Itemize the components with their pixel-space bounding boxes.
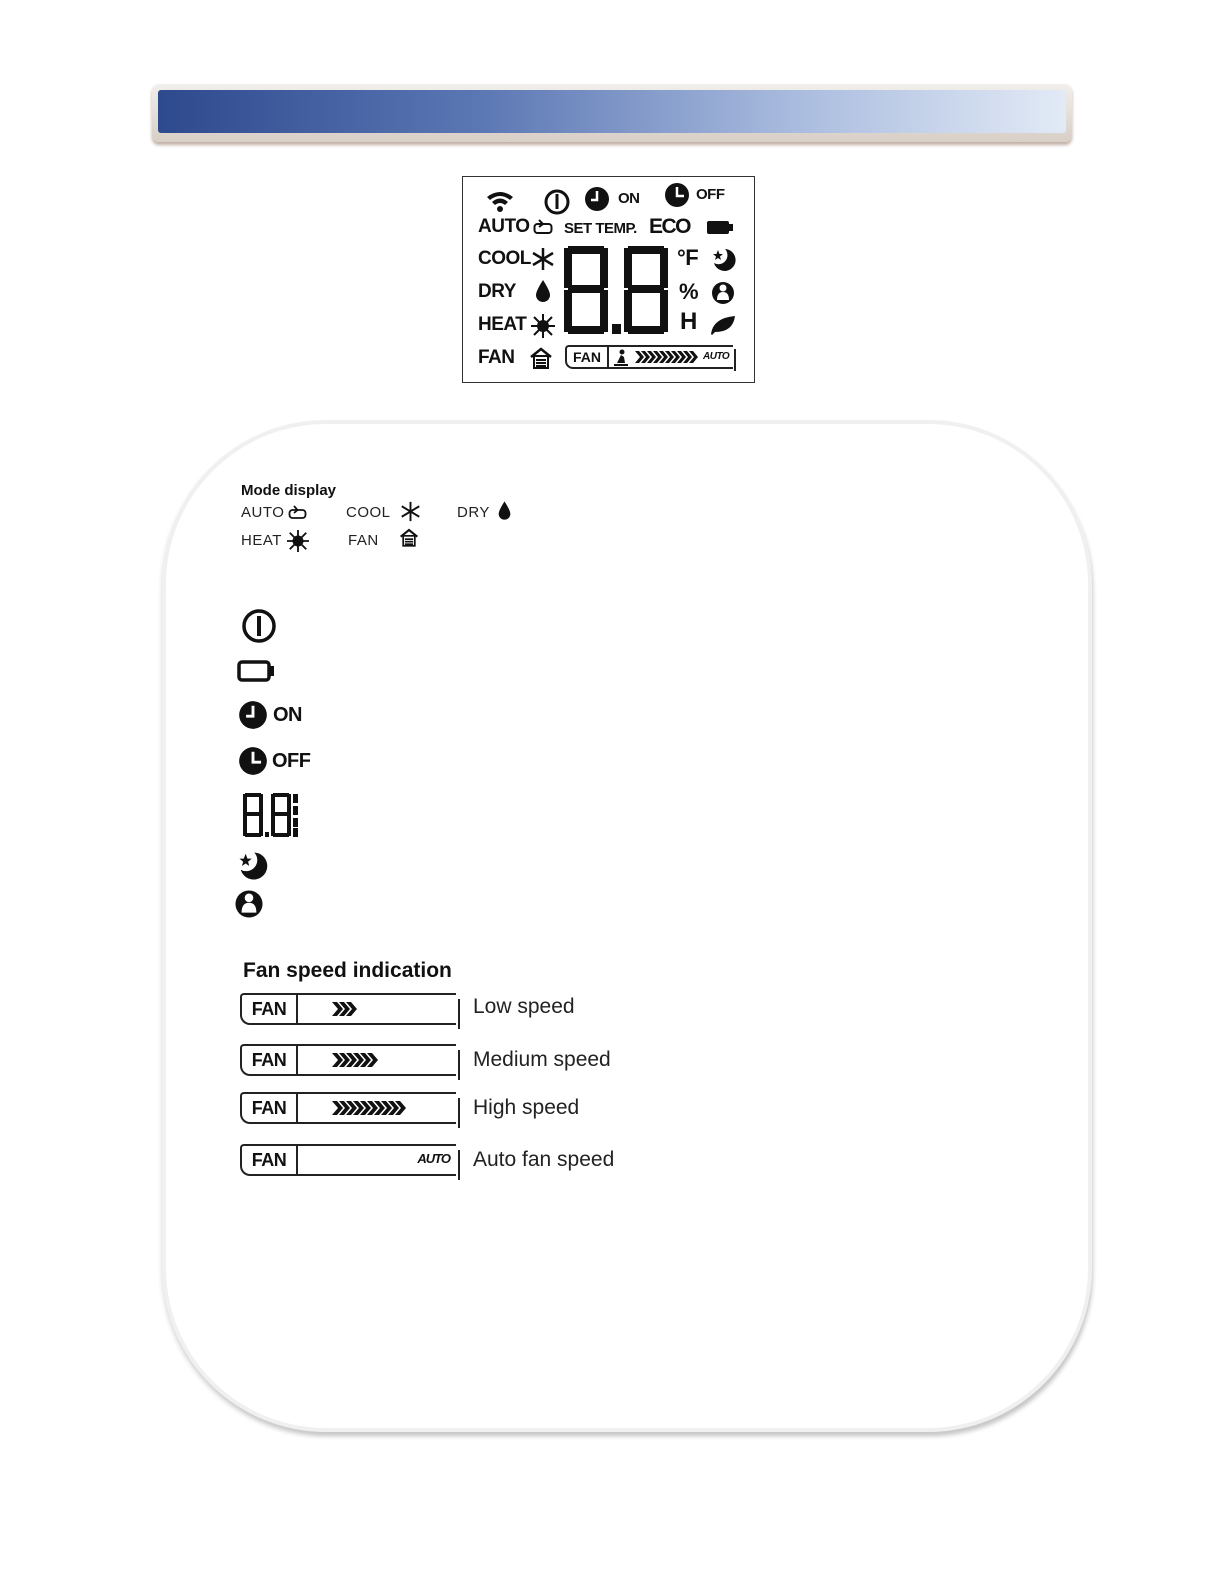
fan-low-label: Low speed <box>473 995 575 1018</box>
fan-bar-track <box>298 995 456 1025</box>
fan-bar-endcap <box>458 1150 460 1180</box>
snowflake-icon <box>400 501 421 522</box>
power-icon <box>241 608 277 644</box>
legend-card <box>166 424 1088 1428</box>
fan-bar-auto-tag: AUTO <box>417 1151 450 1166</box>
snowflake-icon <box>531 247 555 271</box>
power-icon <box>543 188 571 216</box>
fan-bar-medium <box>240 1044 456 1076</box>
lcd-fan-chevrons <box>635 350 699 364</box>
lcd-auto-label: AUTO <box>478 216 530 237</box>
lcd-fan-bar-label: FAN <box>567 347 609 367</box>
timer-on-icon <box>584 186 610 212</box>
timer-off-icon <box>238 746 268 776</box>
fan-bar-low <box>240 993 456 1025</box>
fan-auto-label: Auto fan speed <box>473 1148 615 1171</box>
lcd-unit-h: H <box>680 308 697 335</box>
sun-icon <box>287 530 309 552</box>
lcd-cool-label: COOL <box>478 248 531 269</box>
lcd-dry-label: DRY <box>478 281 516 302</box>
mode-heat-label: HEAT <box>241 532 282 549</box>
leaf-icon <box>709 314 737 336</box>
fan-speed-chevrons-low <box>332 1001 360 1017</box>
fan-bar-label: FAN <box>242 1094 298 1122</box>
lcd-unit-percent: % <box>679 279 699 304</box>
sleep-icon <box>237 850 269 882</box>
fan-high-label: High speed <box>473 1096 580 1119</box>
battery-icon <box>706 220 734 236</box>
wifi-icon <box>485 189 515 213</box>
timer-off-label: OFF <box>272 750 311 772</box>
sun-icon <box>531 314 555 338</box>
timer-on-icon <box>238 700 268 730</box>
mode-cool-label: COOL <box>346 504 391 521</box>
lcd-heat-label: HEAT <box>478 314 527 335</box>
mode-display-title: Mode display <box>241 482 337 499</box>
lcd-fan-bar-endcap <box>734 349 736 371</box>
mode-fan-label: FAN <box>348 532 379 549</box>
fan-bar-high <box>240 1092 456 1124</box>
lcd-display-panel <box>462 176 755 383</box>
lcd-set-temp-label: SET TEMP. <box>564 220 637 237</box>
fan-medium-label: Medium speed <box>473 1048 611 1071</box>
fan-bar-endcap <box>458 1098 460 1128</box>
lcd-fan-bar <box>565 345 733 369</box>
header-banner <box>152 84 1072 142</box>
lcd-unit-f: °F <box>677 245 699 270</box>
fan-person-icon <box>613 349 629 367</box>
fan-mode-icon <box>399 528 419 547</box>
droplet-icon <box>497 500 512 521</box>
fan-bar-label: FAN <box>242 995 298 1023</box>
mode-dry-label: DRY <box>457 504 490 521</box>
header-banner-fill <box>158 90 1066 133</box>
fan-bar-endcap <box>458 999 460 1029</box>
mode-auto-label: AUTO <box>241 504 285 521</box>
fan-bar-endcap <box>458 1050 460 1080</box>
fan-bar-auto <box>240 1144 456 1176</box>
temperature-display-icon <box>243 792 299 838</box>
fan-bar-label: FAN <box>242 1046 298 1074</box>
fan-speed-title: Fan speed indication <box>243 959 452 982</box>
fan-speed-chevrons-high <box>332 1100 412 1116</box>
fan-mode-icon <box>529 347 553 369</box>
battery-icon <box>237 659 275 683</box>
lcd-fan-label: FAN <box>478 347 515 368</box>
auto-cycle-icon <box>288 505 308 520</box>
follow-me-icon <box>711 280 735 306</box>
lcd-fan-bar-auto: AUTO <box>703 351 730 362</box>
fan-speed-chevrons-medium <box>332 1052 382 1068</box>
timer-on-label: ON <box>273 704 302 726</box>
timer-off-icon <box>664 182 690 208</box>
lcd-eco-label: ECO <box>649 215 691 238</box>
lcd-off-label: OFF <box>696 186 725 203</box>
sleep-icon <box>711 247 737 273</box>
auto-cycle-icon <box>533 219 553 235</box>
follow-me-icon <box>234 888 264 920</box>
fan-bar-label: FAN <box>242 1146 298 1174</box>
lcd-on-label: ON <box>618 190 640 207</box>
seven-segment-digits <box>564 244 676 336</box>
droplet-icon <box>534 279 552 303</box>
